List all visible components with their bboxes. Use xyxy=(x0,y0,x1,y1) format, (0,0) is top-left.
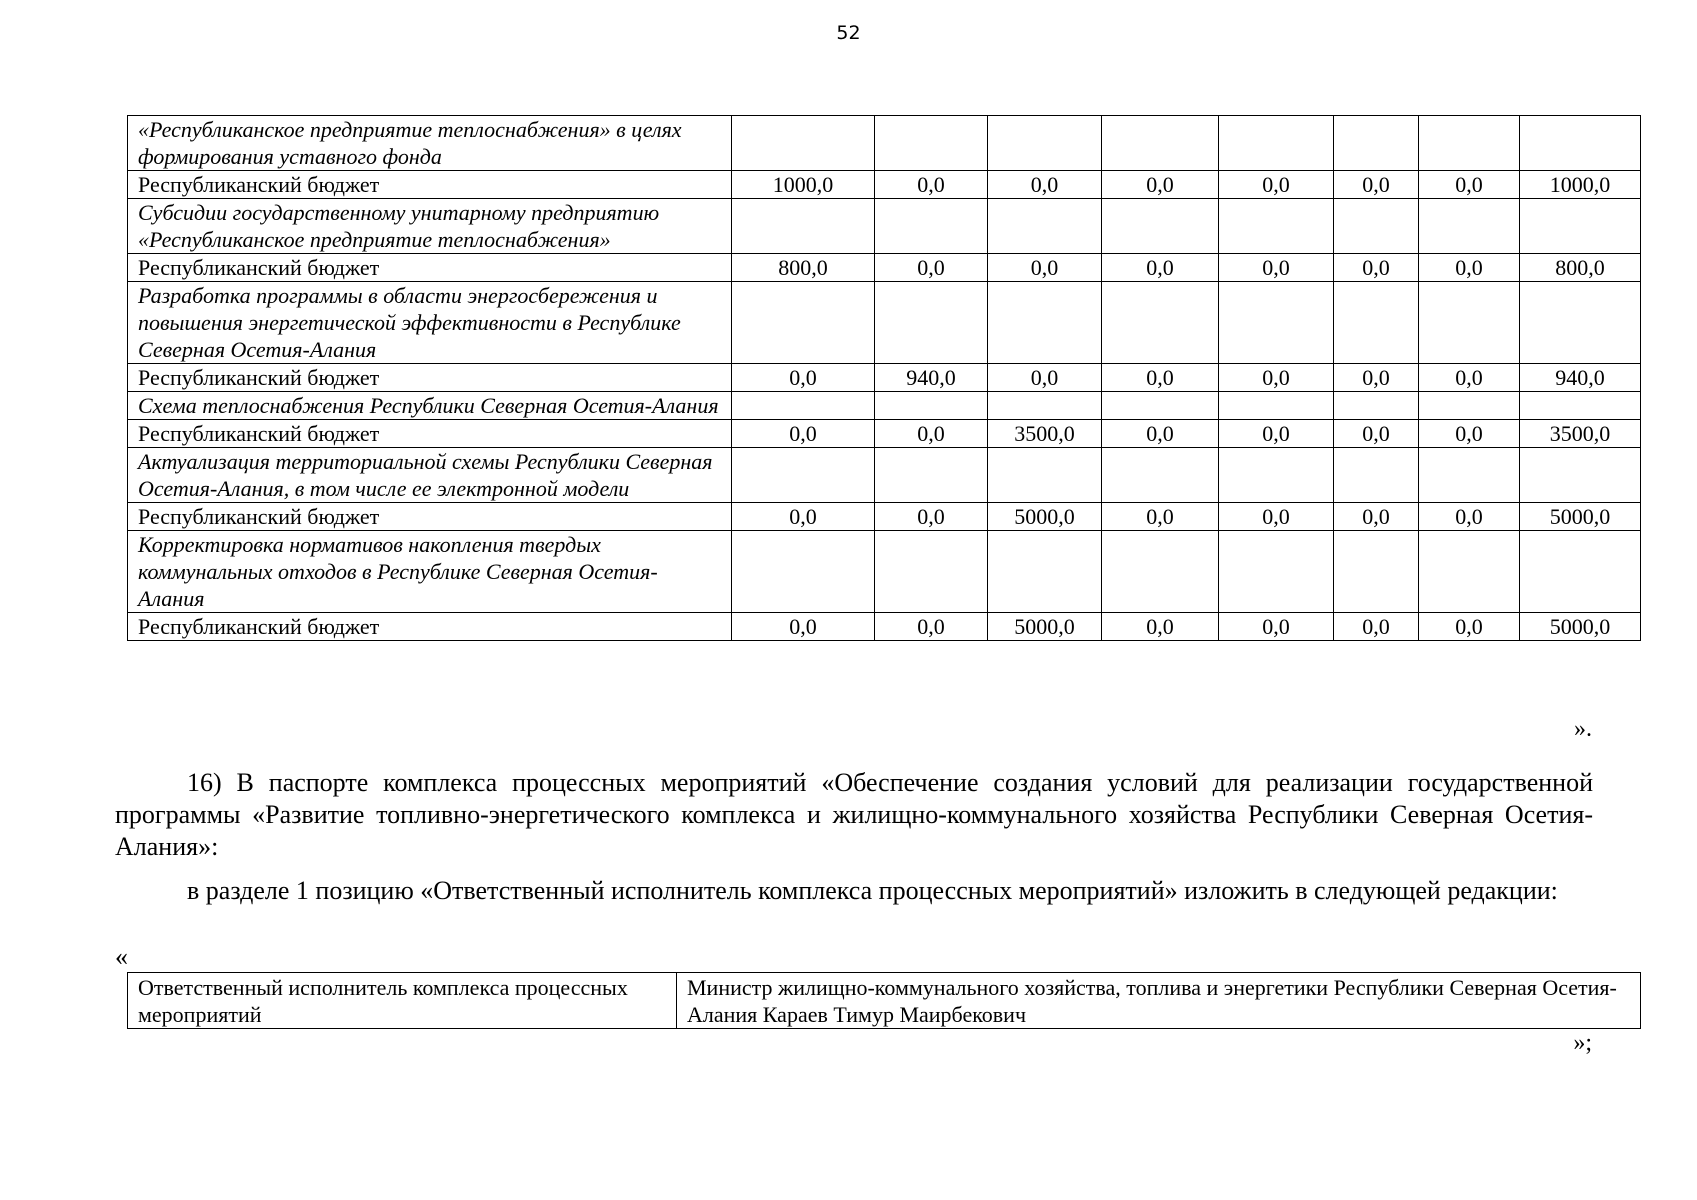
page-number: 52 xyxy=(836,22,861,44)
amount-cell xyxy=(1419,116,1520,171)
amount-cell: 0,0 xyxy=(875,613,988,641)
measure-description-cell: Схема теплоснабжения Республики Северная Осетия-Алания xyxy=(128,392,732,420)
amount-cell xyxy=(1102,199,1219,254)
paragraph-section-1: в разделе 1 позицию «Ответственный исполнитель комплекса процессных мероприятий» изложить в следующей редакции: xyxy=(187,876,1558,905)
paragraph-amendment-16: 16) В паспорте комплекса процессных мероприятий «Обеспечение создания условий для реализации государственной программы «Развитие топливно-энергетического комплекса и жилищно-коммунального хозяйства Республики Северная Осетия-Алания»: xyxy=(115,768,1593,861)
amount-cell xyxy=(1102,282,1219,364)
amount-cell: 1000,0 xyxy=(1520,171,1641,199)
amount-cell: 0,0 xyxy=(1334,613,1419,641)
executor-label: Ответственный исполнитель комплекса процессных мероприятий xyxy=(128,973,677,1029)
amount-cell: 0,0 xyxy=(1334,503,1419,531)
budget-source-cell: Республиканский бюджет xyxy=(128,503,732,531)
amount-cell xyxy=(1219,199,1334,254)
amount-cell: 0,0 xyxy=(1419,364,1520,392)
amount-cell: 0,0 xyxy=(732,613,875,641)
amount-cell xyxy=(732,282,875,364)
amount-cell xyxy=(1419,282,1520,364)
measure-description-cell: Актуализация территориальной схемы Республики Северная Осетия-Алания, в том числе ее электронной модели xyxy=(128,448,732,503)
table-row-description xyxy=(128,199,1641,254)
amount-cell: 0,0 xyxy=(988,254,1102,282)
amount-cell: 0,0 xyxy=(1219,254,1334,282)
amount-cell xyxy=(875,199,988,254)
amount-cell xyxy=(875,392,988,420)
amount-cell xyxy=(1219,531,1334,613)
table-row-budget xyxy=(128,503,1641,531)
amount-cell: 0,0 xyxy=(1419,254,1520,282)
executor-value: Министр жилищно-коммунального хозяйства, топлива и энергетики Республики Северная Осетия-Алания Караев Тимур Маирбекович xyxy=(677,973,1641,1029)
amount-cell: 0,0 xyxy=(1219,420,1334,448)
budget-source-cell: Республиканский бюджет xyxy=(128,171,732,199)
amount-cell xyxy=(1334,282,1419,364)
amount-cell: 5000,0 xyxy=(988,503,1102,531)
budget-table xyxy=(127,115,1641,641)
amount-cell xyxy=(1334,199,1419,254)
amount-cell: 0,0 xyxy=(875,420,988,448)
amount-cell: 940,0 xyxy=(875,364,988,392)
amount-cell: 0,0 xyxy=(875,503,988,531)
amount-cell: 0,0 xyxy=(875,171,988,199)
table-row-budget xyxy=(128,364,1641,392)
amount-cell xyxy=(1334,531,1419,613)
table-row-budget xyxy=(128,613,1641,641)
amount-cell: 0,0 xyxy=(732,420,875,448)
amount-cell xyxy=(1419,448,1520,503)
measure-description-cell: Субсидии государственному унитарному предприятию «Республиканское предприятие теплоснабжения» xyxy=(128,199,732,254)
amount-cell xyxy=(1520,282,1641,364)
amount-cell: 0,0 xyxy=(1102,364,1219,392)
amount-cell: 5000,0 xyxy=(1520,613,1641,641)
amount-cell xyxy=(1520,199,1641,254)
budget-source-cell: Республиканский бюджет xyxy=(128,364,732,392)
amount-cell: 0,0 xyxy=(732,364,875,392)
budget-source-cell: Республиканский бюджет xyxy=(128,613,732,641)
table-row-description xyxy=(128,282,1641,364)
amount-cell xyxy=(1334,392,1419,420)
executor-table xyxy=(127,972,1641,1029)
amount-cell xyxy=(875,448,988,503)
amount-cell: 5000,0 xyxy=(988,613,1102,641)
amount-cell xyxy=(732,116,875,171)
amount-cell: 0,0 xyxy=(1102,254,1219,282)
amount-cell: 0,0 xyxy=(988,364,1102,392)
opening-quote-mark: « xyxy=(115,942,128,971)
amount-cell xyxy=(1102,448,1219,503)
executor-row xyxy=(128,973,1641,1029)
amount-cell: 0,0 xyxy=(1219,503,1334,531)
measure-description-cell: Разработка программы в области энергосбережения и повышения энергетической эффективности в Республике Северная Осетия-Алания xyxy=(128,282,732,364)
amount-cell: 0,0 xyxy=(1102,420,1219,448)
amount-cell: 0,0 xyxy=(1102,171,1219,199)
amount-cell: 3500,0 xyxy=(1520,420,1641,448)
closing-quote-semicolon: »; xyxy=(1573,1030,1592,1056)
table-row-description xyxy=(128,531,1641,613)
amount-cell xyxy=(1520,448,1641,503)
amount-cell: 0,0 xyxy=(1419,613,1520,641)
amount-cell xyxy=(988,199,1102,254)
amount-cell: 3500,0 xyxy=(988,420,1102,448)
amount-cell xyxy=(732,392,875,420)
table-row-description xyxy=(128,116,1641,171)
amount-cell: 0,0 xyxy=(1419,420,1520,448)
amount-cell: 0,0 xyxy=(1102,503,1219,531)
table-row-budget xyxy=(128,254,1641,282)
amount-cell: 0,0 xyxy=(1334,420,1419,448)
amount-cell: 0,0 xyxy=(1334,171,1419,199)
amount-cell: 5000,0 xyxy=(1520,503,1641,531)
amount-cell xyxy=(1419,392,1520,420)
amount-cell xyxy=(875,282,988,364)
amount-cell xyxy=(732,531,875,613)
amount-cell xyxy=(988,282,1102,364)
amount-cell xyxy=(1102,116,1219,171)
table-row-description xyxy=(128,448,1641,503)
amount-cell xyxy=(1219,282,1334,364)
amount-cell: 0,0 xyxy=(1102,613,1219,641)
amount-cell xyxy=(988,392,1102,420)
amount-cell xyxy=(1419,199,1520,254)
amount-cell: 1000,0 xyxy=(732,171,875,199)
amount-cell: 800,0 xyxy=(1520,254,1641,282)
amount-cell: 0,0 xyxy=(1419,503,1520,531)
amount-cell: 0,0 xyxy=(1219,171,1334,199)
amount-cell: 0,0 xyxy=(875,254,988,282)
amount-cell xyxy=(988,448,1102,503)
amount-cell xyxy=(1520,531,1641,613)
budget-source-cell: Республиканский бюджет xyxy=(128,420,732,448)
amount-cell xyxy=(988,116,1102,171)
amount-cell: 800,0 xyxy=(732,254,875,282)
amount-cell: 0,0 xyxy=(1334,254,1419,282)
amount-cell xyxy=(1102,531,1219,613)
amount-cell xyxy=(732,199,875,254)
budget-source-cell: Республиканский бюджет xyxy=(128,254,732,282)
amount-cell: 0,0 xyxy=(732,503,875,531)
amount-cell xyxy=(1219,392,1334,420)
table-row-budget xyxy=(128,420,1641,448)
amount-cell: 0,0 xyxy=(1334,364,1419,392)
table-row-description xyxy=(128,392,1641,420)
amount-cell xyxy=(988,531,1102,613)
amount-cell xyxy=(1520,116,1641,171)
amount-cell: 0,0 xyxy=(1219,613,1334,641)
amount-cell: 0,0 xyxy=(1219,364,1334,392)
amount-cell xyxy=(875,116,988,171)
amount-cell: 940,0 xyxy=(1520,364,1641,392)
amount-cell xyxy=(1419,531,1520,613)
amount-cell: 0,0 xyxy=(988,171,1102,199)
amount-cell xyxy=(1334,116,1419,171)
amount-cell: 0,0 xyxy=(1419,171,1520,199)
amount-cell xyxy=(732,448,875,503)
closing-quote-mark: ». xyxy=(1574,716,1592,742)
measure-description-cell: Корректировка нормативов накопления твердых коммунальных отходов в Республике Северная Осетия-Алания xyxy=(128,531,732,613)
amount-cell xyxy=(1219,448,1334,503)
amount-cell xyxy=(875,531,988,613)
amount-cell xyxy=(1520,392,1641,420)
amount-cell xyxy=(1334,448,1419,503)
amount-cell xyxy=(1102,392,1219,420)
measure-description-cell: «Республиканское предприятие теплоснабжения» в целях формирования уставного фонда xyxy=(128,116,732,171)
amount-cell xyxy=(1219,116,1334,171)
table-row-budget xyxy=(128,171,1641,199)
